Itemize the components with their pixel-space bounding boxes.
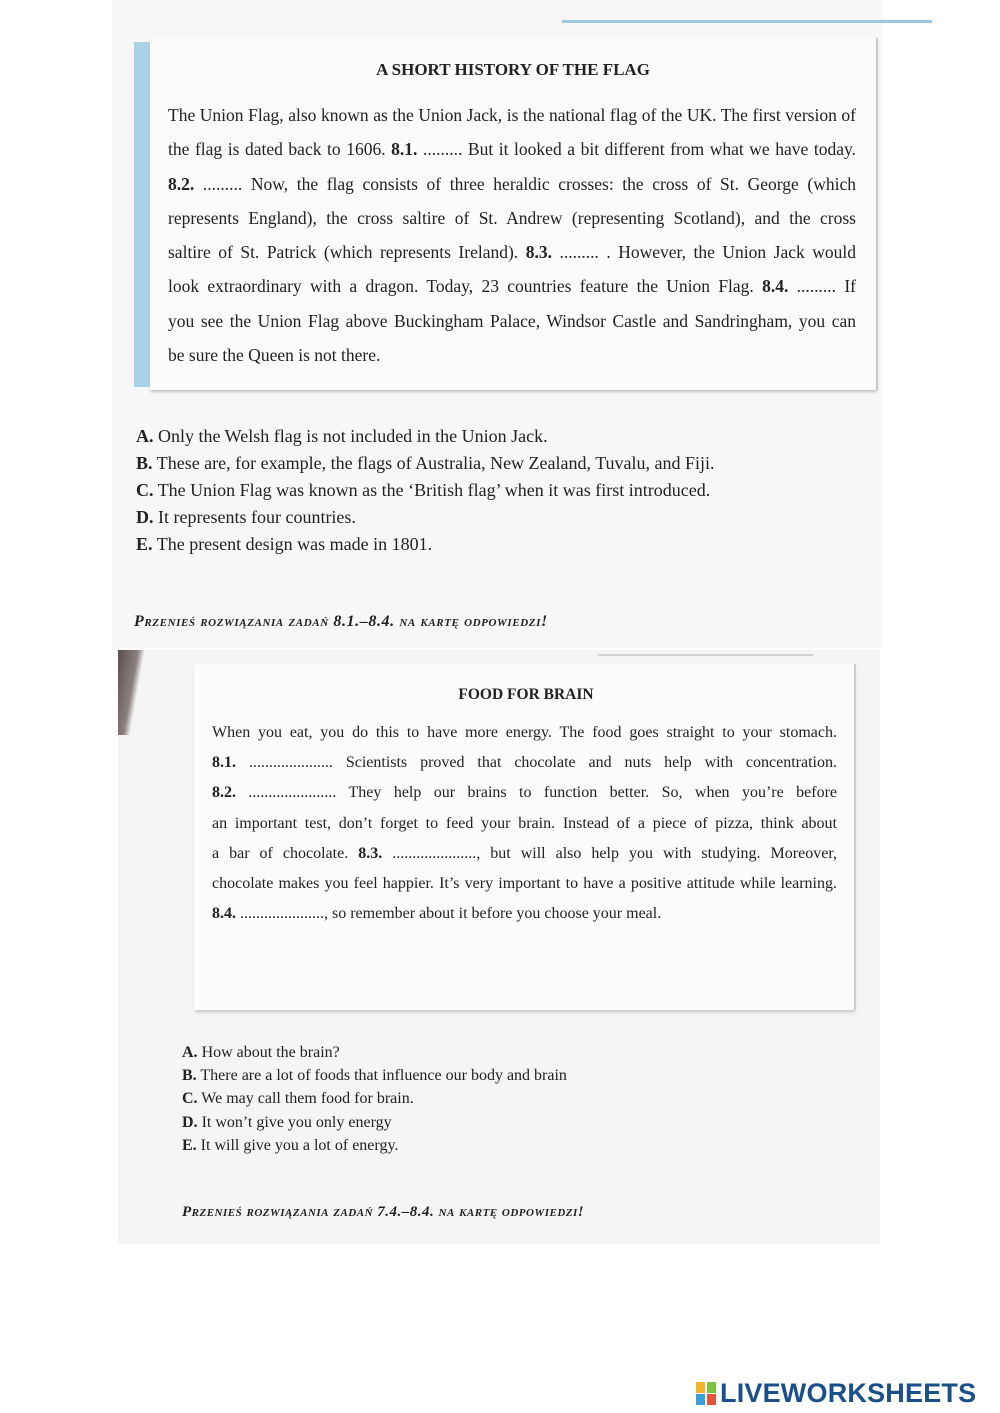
option-text: The present design was made in 1801. <box>156 534 433 554</box>
gap-number: 8.1. <box>212 754 236 772</box>
paragraph-line <box>168 338 856 372</box>
logo-text: LIVEWORKSHEETS <box>720 1377 977 1408</box>
liveworksheets-logo-icon <box>696 1380 718 1406</box>
paragraph-line <box>168 132 856 166</box>
option-text: We may call them food for brain. <box>201 1090 414 1108</box>
paragraph-text: ..................... Scientists proved that chocolate and nuts help with concentration. <box>236 754 837 772</box>
option-text: It won’t give you only energy <box>201 1113 392 1131</box>
paragraph-text: represents England), the cross saltire of St. Andrew (representing Scotland), and the cross <box>168 207 856 228</box>
option-letter: B. <box>136 453 153 473</box>
history-instruction: Przenieś rozwiązania zadań 8.1.–8.4. na kartę odpowiedzi! <box>134 613 548 630</box>
paragraph-line <box>212 809 837 839</box>
paragraph-text: ......... Now, the flag consists of three heraldic crosses: the cross of St. George (which <box>194 173 856 194</box>
option-item <box>136 531 715 558</box>
food-title: FOOD FOR BRAIN <box>458 686 594 703</box>
liveworksheets-logo <box>696 1377 976 1409</box>
paragraph-text: chocolate makes you feel happier. It’s very important to have a positive attitude while learning. <box>212 875 837 893</box>
option-text: The Union Flag was known as the ‘British flag’ when it was first introduced. <box>157 480 711 500</box>
food-instruction: Przenieś rozwiązania zadań 7.4.–8.4. na kartę odpowiedzi! <box>182 1204 585 1220</box>
gap-number: 8.2. <box>212 784 236 802</box>
paragraph-line <box>212 839 837 869</box>
option-item <box>182 1134 567 1157</box>
option-letter: E. <box>182 1136 197 1154</box>
option-letter: C. <box>182 1090 198 1108</box>
option-letter: B. <box>182 1067 197 1085</box>
option-item <box>182 1087 567 1110</box>
decorative-top-line <box>598 654 813 656</box>
paragraph-text: ......... If <box>788 276 856 297</box>
paragraph-line <box>212 718 837 748</box>
option-letter: D. <box>136 507 154 527</box>
paragraph-text: The Union Flag, also known as the Union Jack, is the national flag of the UK. The first version of <box>168 105 856 125</box>
option-letter: C. <box>136 480 154 500</box>
gap-number: 8.1. <box>391 139 418 160</box>
paragraph-text: saltire of St. Patrick (which represents Ireland). <box>168 242 526 263</box>
paragraph-line <box>212 748 837 778</box>
paragraph-text: ....................., so remember about it before you choose your meal. <box>236 905 662 923</box>
option-text: It represents four countries. <box>158 507 356 527</box>
paragraph-text: ....................., but will also help you with studying. Moreover, <box>382 844 838 862</box>
paragraph-text: look extraordinary with a dragon. Today, 23 countries feature the Union Flag. <box>168 276 763 297</box>
option-letter: D. <box>182 1113 198 1131</box>
paragraph-line <box>168 304 856 338</box>
page-fold-shadow <box>118 650 148 735</box>
paragraph-line <box>212 899 837 929</box>
decorative-side-bar <box>134 42 150 387</box>
option-item <box>182 1111 567 1134</box>
gap-number: 8.4. <box>762 276 789 297</box>
option-item <box>182 1041 567 1064</box>
paragraph-line <box>212 869 837 899</box>
paragraph-line <box>212 778 837 808</box>
history-paragraph <box>168 98 856 372</box>
history-options-list <box>136 423 715 558</box>
paragraph-text: a bar of chocolate. <box>212 844 359 862</box>
option-letter: A. <box>182 1044 198 1061</box>
paragraph-line <box>168 235 856 269</box>
paragraph-text: ......... But it looked a bit different from what we have today. <box>417 139 856 160</box>
option-letter: E. <box>136 534 153 554</box>
gap-number: 8.3. <box>358 844 383 862</box>
option-item <box>182 1064 567 1087</box>
paragraph-text: ......... . However, the Union Jack would <box>551 242 856 263</box>
option-letter: A. <box>136 426 154 446</box>
paragraph-text: be sure the Queen is not there. <box>168 345 381 366</box>
paragraph-line <box>168 201 856 235</box>
food-options-list <box>182 1041 567 1157</box>
option-text: How about the brain? <box>201 1044 340 1061</box>
option-item <box>136 450 715 477</box>
paragraph-line <box>168 167 856 201</box>
option-item <box>136 423 715 450</box>
option-text: These are, for example, the flags of Australia, New Zealand, Tuvalu, and Fiji. <box>156 453 715 473</box>
food-paragraph <box>212 718 837 929</box>
gap-number: 8.2. <box>168 173 195 194</box>
paragraph-text: ...................... They help our brains to function better. So, when you’re before <box>236 784 837 802</box>
paragraph-text: an important test, don’t forget to feed your brain. Instead of a piece of pizza, think about <box>212 814 837 832</box>
option-text: There are a lot of foods that influence our body and brain <box>200 1067 567 1085</box>
paragraph-text: the flag is dated back to 1606. <box>168 139 392 160</box>
paragraph-text: When you eat, you do this to have more energy. The food goes straight to your stomach. <box>212 724 837 741</box>
option-item <box>136 477 715 504</box>
decorative-top-line <box>562 20 932 23</box>
history-title: A SHORT HISTORY OF THE FLAG <box>376 60 650 79</box>
gap-number: 8.3. <box>525 242 552 263</box>
paragraph-line <box>168 269 856 303</box>
option-item <box>136 504 715 531</box>
option-text: Only the Welsh flag is not included in the Union Jack. <box>158 426 548 446</box>
paragraph-text: you see the Union Flag above Buckingham Palace, Windsor Castle and Sandringham, you can <box>168 310 856 331</box>
option-text: It will give you a lot of energy. <box>200 1136 399 1154</box>
paragraph-line <box>168 98 856 132</box>
gap-number: 8.4. <box>212 905 236 923</box>
